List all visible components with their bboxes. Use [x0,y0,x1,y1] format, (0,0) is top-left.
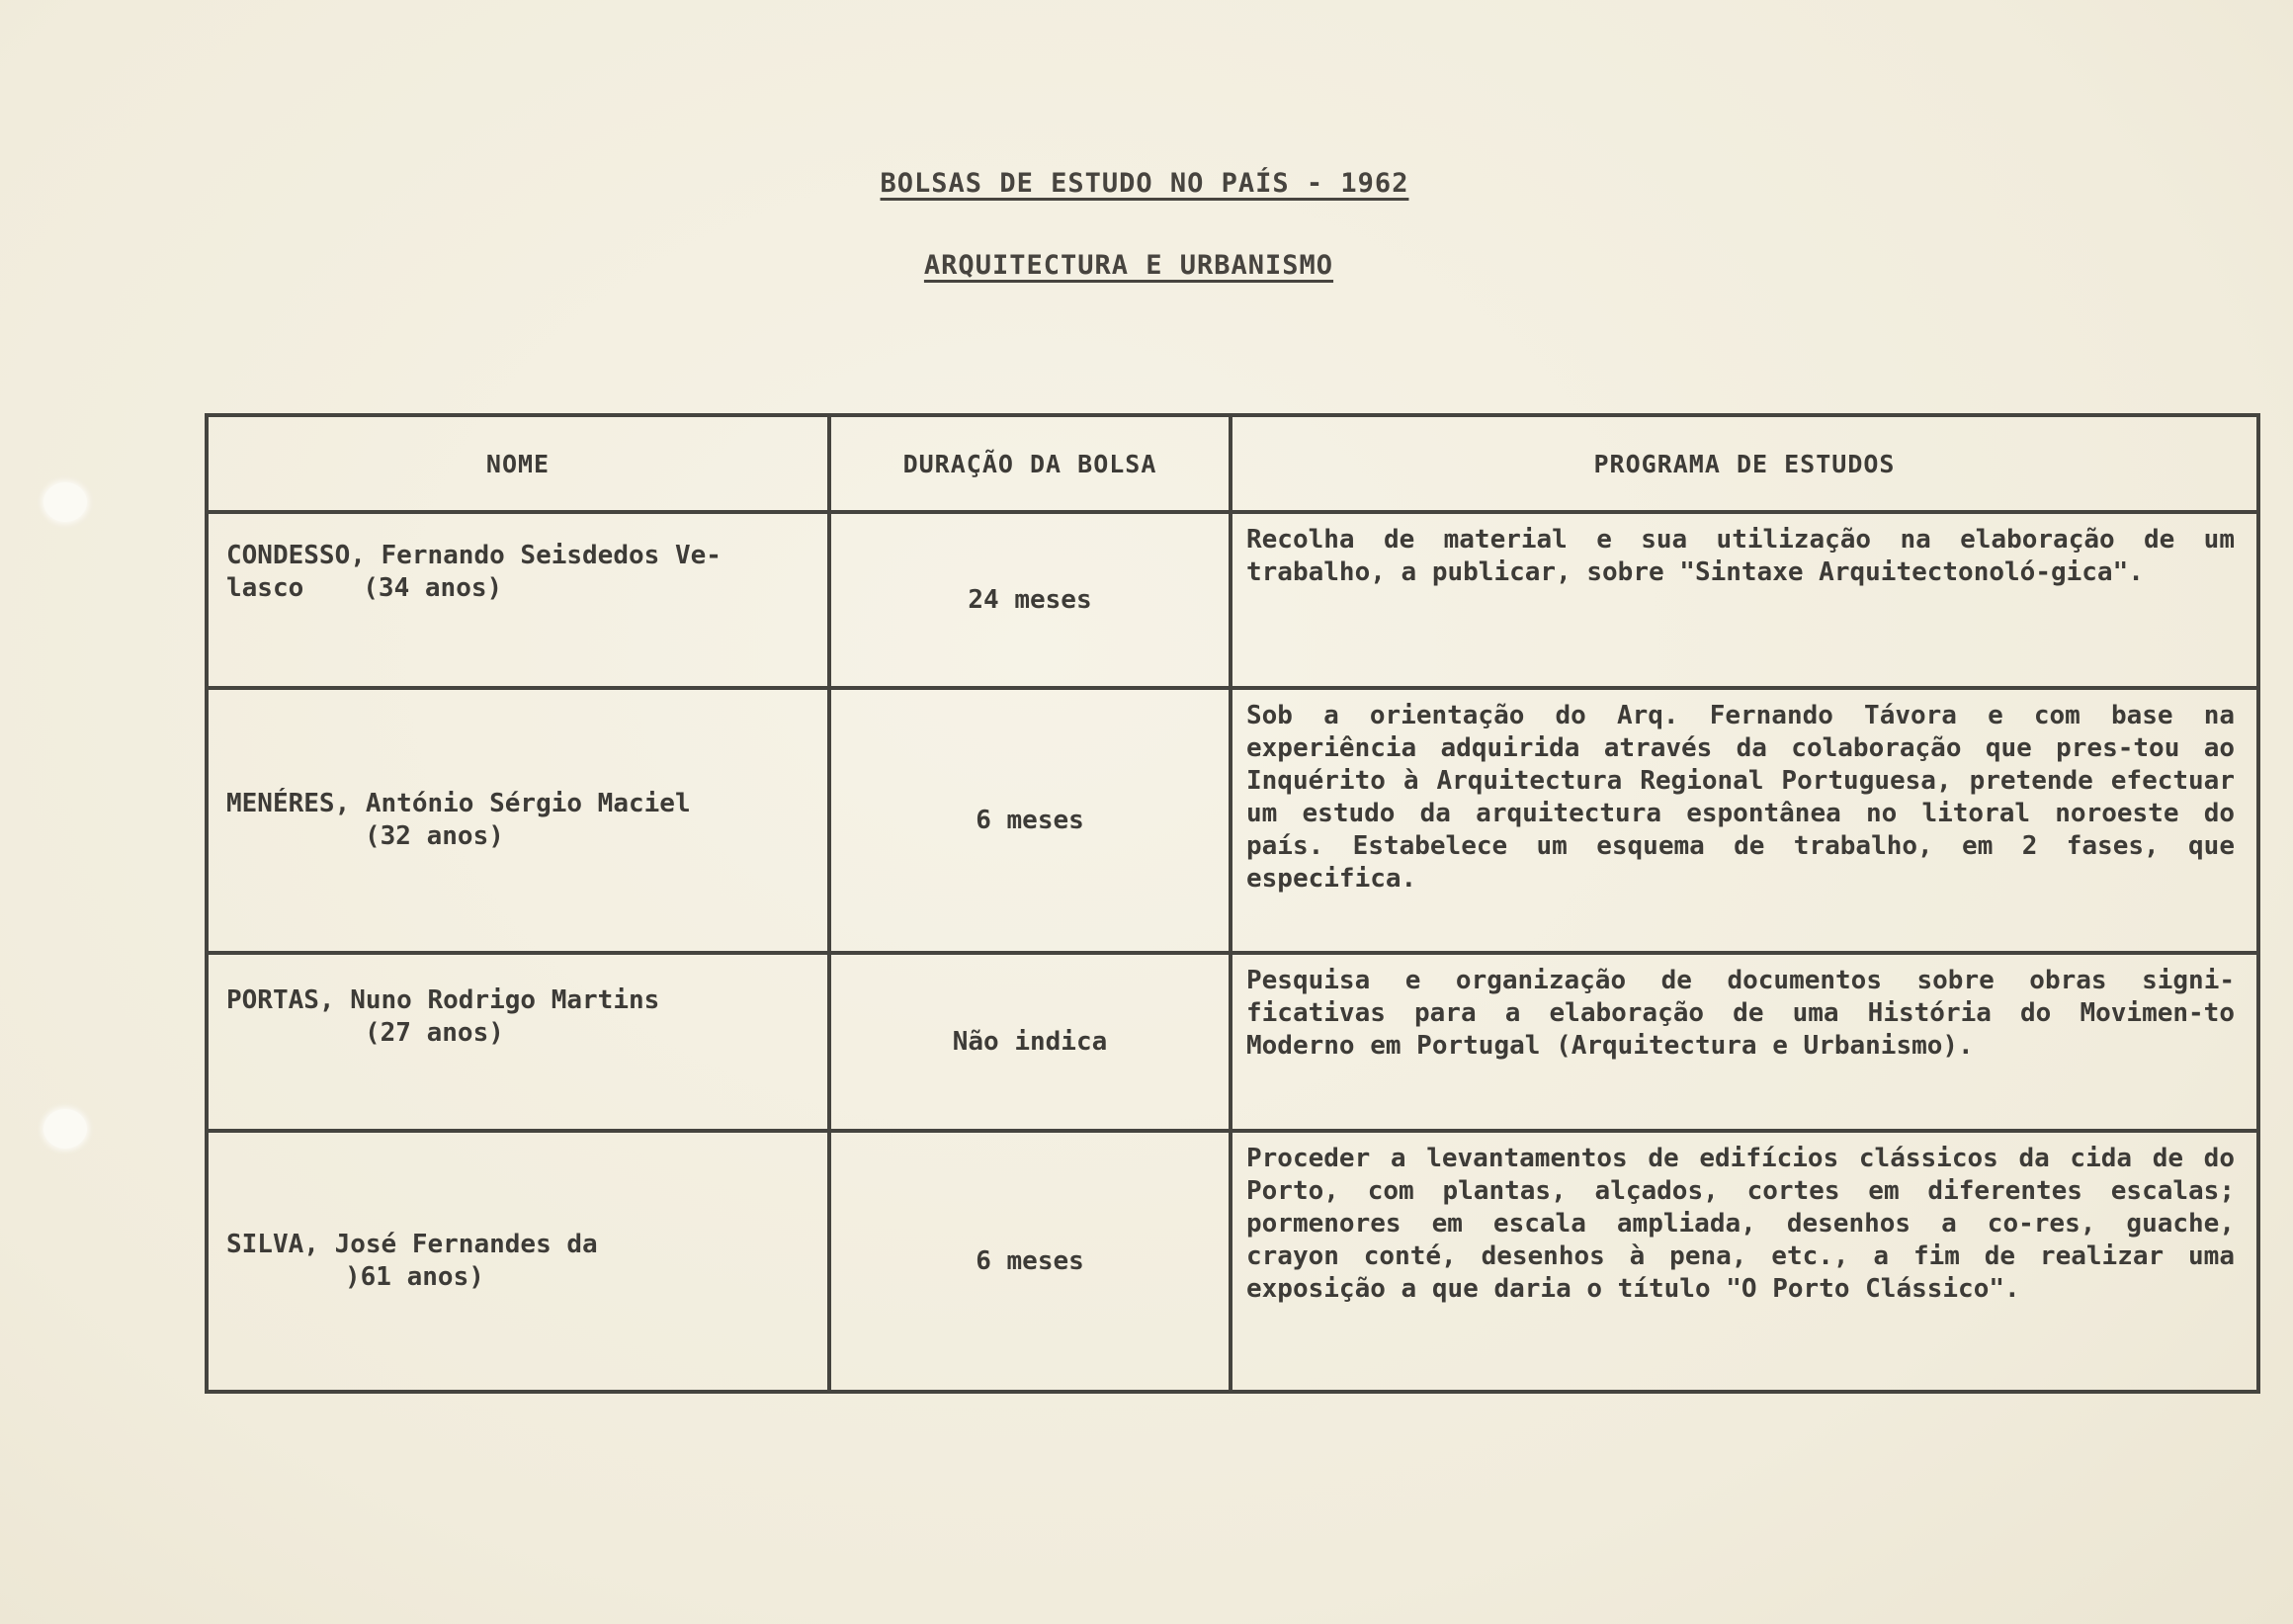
person-age: (27 anos) [365,1018,504,1048]
cell-duration: 6 meses [829,688,1231,953]
cell-program: Proceder a levantamentos de edifícios clássicos da cida de do Porto, com plantas, alçados, cortes em diferentes escalas; pormenores em escala ampliada, desenhos a co-res, guache, crayon conté, desenhos à pena, etc., a fim de realizar uma exposição a que daria o título "O Porto Clássico". [1231,1131,2258,1392]
table-row [207,953,2258,1131]
table-header-row [207,415,2258,512]
person-name-continuation [226,572,815,605]
cell-name [207,953,829,1131]
header-nome: NOME [207,415,829,512]
cell-duration: 6 meses [829,1131,1231,1392]
cell-duration: 24 meses [829,512,1231,688]
cell-duration: Não indica [829,953,1231,1131]
person-age: )61 anos) [345,1262,484,1292]
person-name: PORTAS, Nuno Rodrigo Martins [226,985,660,1015]
cell-name [207,688,829,953]
person-age: (34 anos) [363,573,503,603]
document-title: BOLSAS DE ESTUDO NO PAÍS - 1962 [880,168,1409,199]
cell-name [207,1131,829,1392]
cell-program: Pesquisa e organização de documentos sobre obras signi-ficativas para a elaboração de uma História do Movimen-to Moderno em Portugal (Arquitectura e Urbanismo). [1231,953,2258,1131]
punch-hole [43,1109,87,1149]
table-row [207,512,2258,688]
cell-program: Sob a orientação do Arq. Fernando Távora e com base na experiência adquirida através da colaboração que pres-tou ao Inquérito à Arquitectura Regional Portuguesa, pretende efectuar um estudo da arquitectura espontânea no litoral noroeste do país. Estabelece um esquema de trabalho, em 2 fases, que especifica. [1231,688,2258,953]
scholarship-table [205,413,2260,1394]
person-age: (32 anos) [365,821,504,851]
name-continuation-text: lasco [226,573,304,603]
punch-hole [43,482,87,522]
table-row [207,688,2258,953]
header-duracao: DURAÇÃO DA BOLSA [829,415,1231,512]
table-row [207,1131,2258,1392]
header-programa: PROGRAMA DE ESTUDOS [1231,415,2258,512]
person-name: MENÉRES, António Sérgio Maciel [226,789,691,818]
document-subtitle: ARQUITECTURA E URBANISMO [923,250,1334,281]
cell-program: Recolha de material e sua utilização na elaboração de um trabalho, a publicar, sobre "Sintaxe Arquitectonoló-gica". [1231,512,2258,688]
cell-name [207,512,829,688]
person-name: CONDESSO, Fernando Seisdedos Ve- [226,541,722,570]
person-name: SILVA, José Fernandes da [226,1230,598,1259]
